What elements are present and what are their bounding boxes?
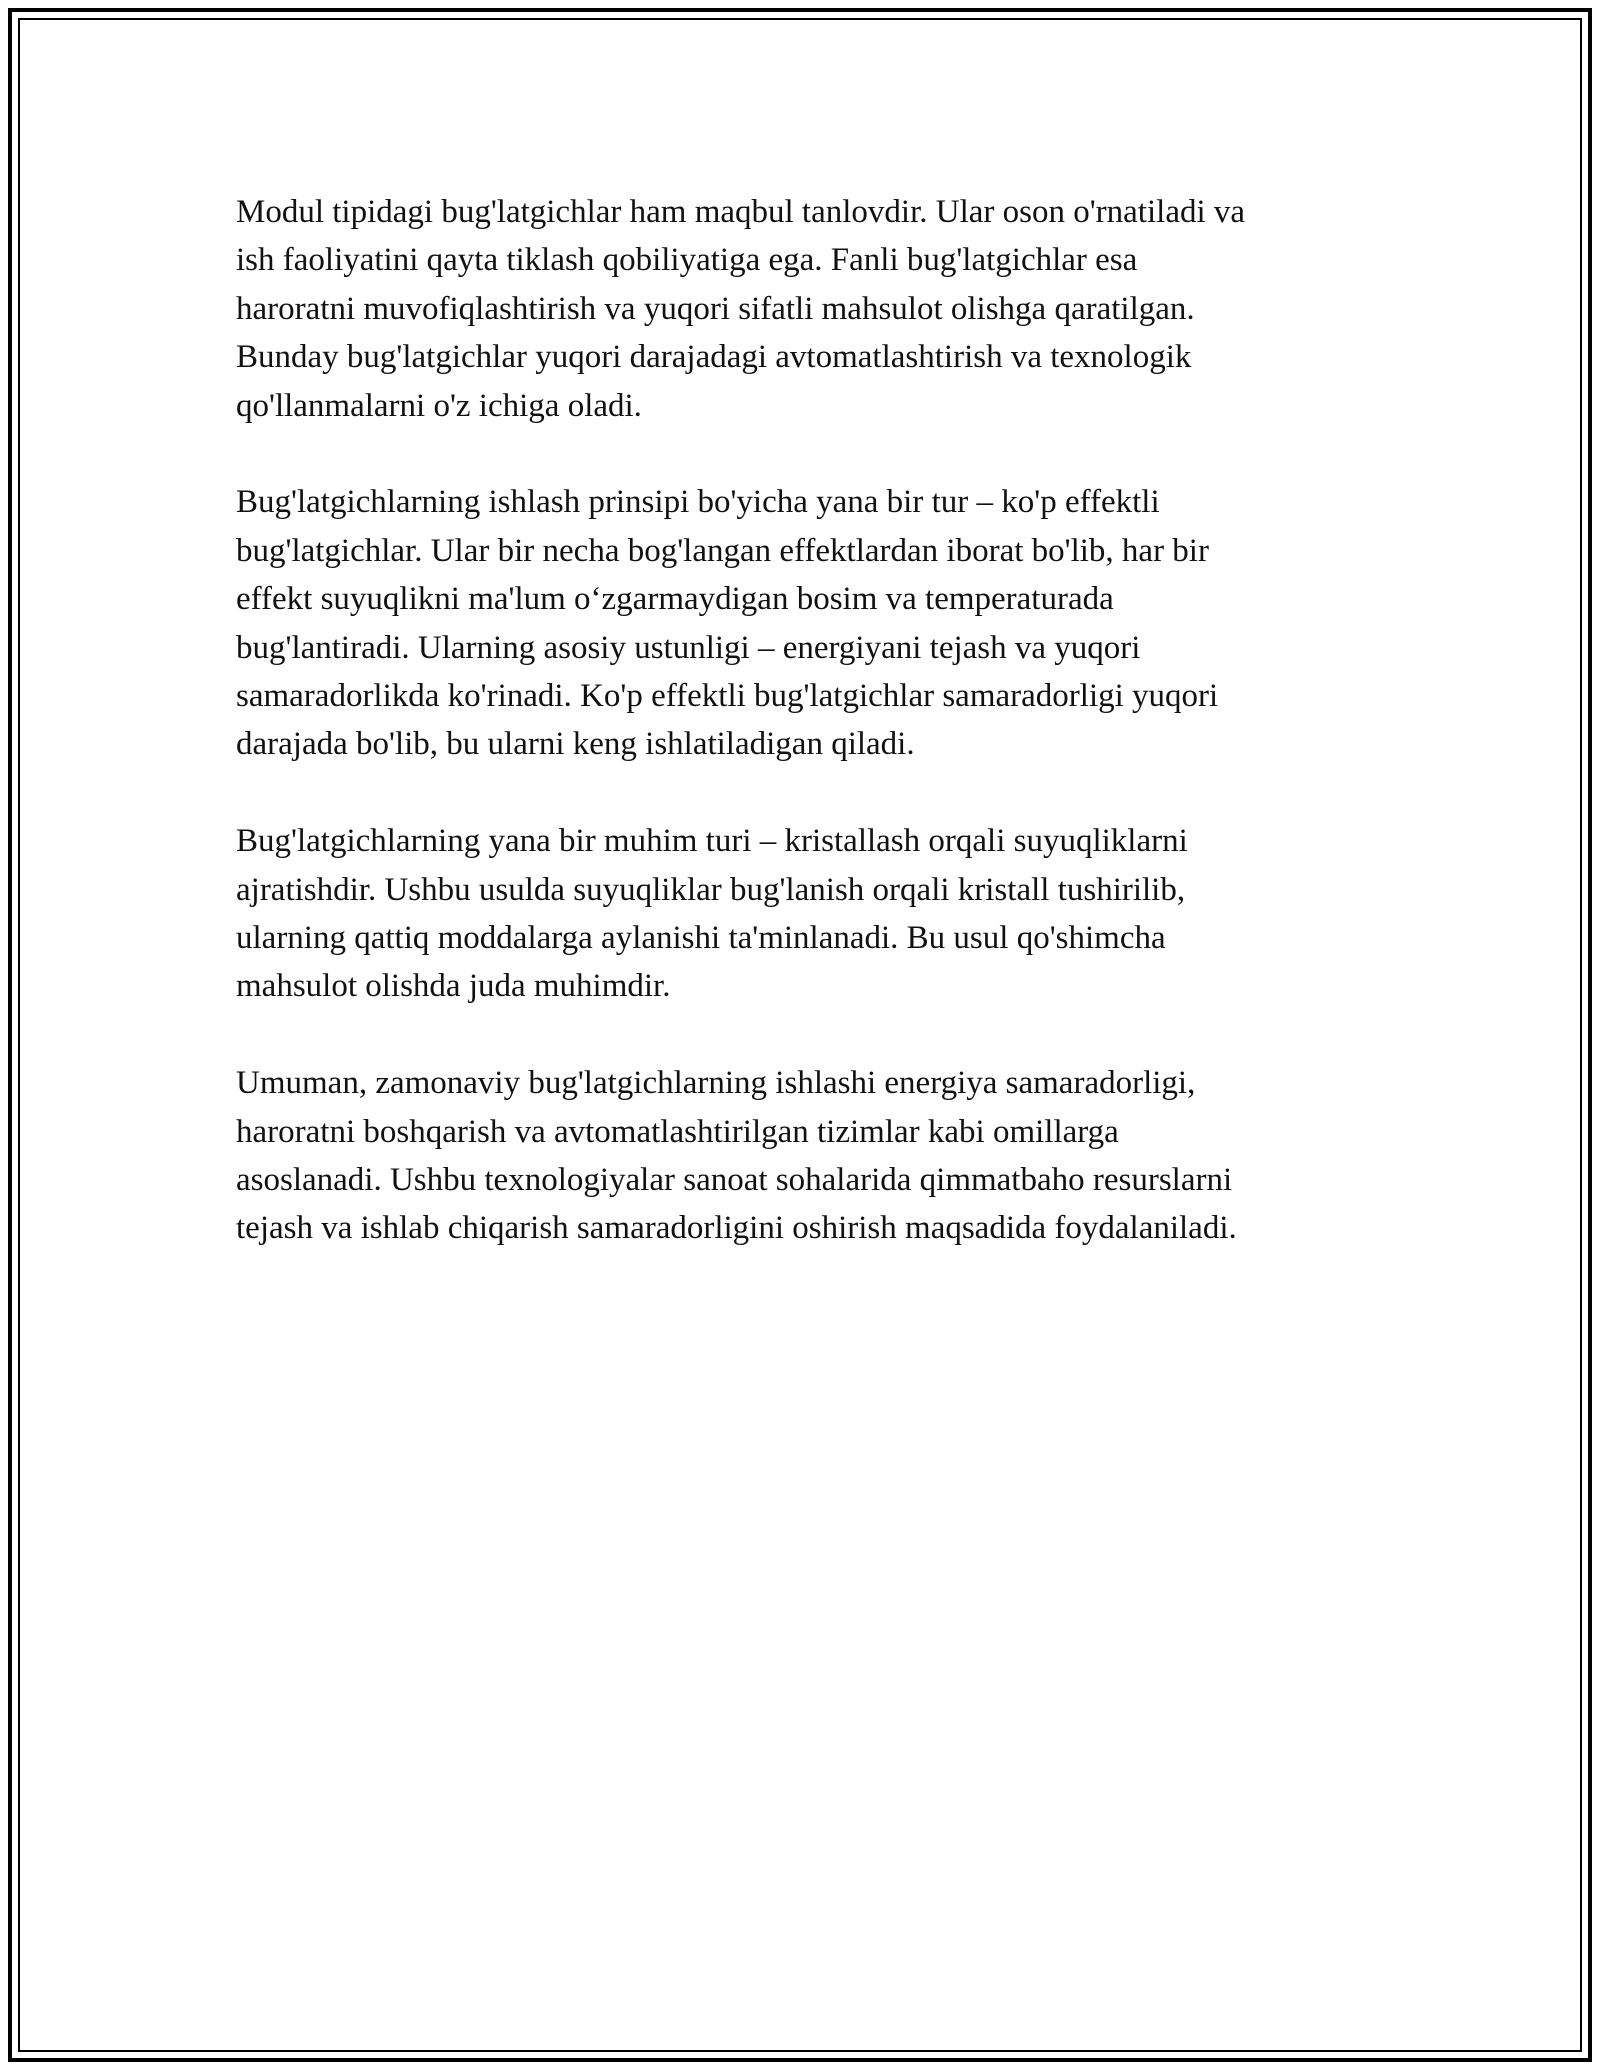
paragraph-kristallash xyxy=(236,817,1376,1011)
text-line: Umuman, zamonaviy bug'latgichlarning ishlashi energiya samaradorligi, xyxy=(236,1065,1196,1102)
text-line: Bug'latgichlarning ishlash prinsipi bo'yicha yana bir tur – ko'p effektli xyxy=(236,484,1160,521)
document-body xyxy=(236,188,1376,1301)
text-line: effekt suyuqlikni ma'lum o‘zgarmaydigan bosim va temperaturada xyxy=(236,581,1114,618)
paragraph-umuman xyxy=(236,1059,1376,1253)
text-line: Modul tipidagi bug'latgichlar ham maqbul tanlovdir. Ular oson o'rnatiladi va xyxy=(236,194,1246,230)
text-line: ish faoliyatini qayta tiklash qobiliyatiga ega. Fanli bug'latgichlar esa xyxy=(236,242,1138,279)
text-line: qo'llanmalarni o'z ichiga oladi. xyxy=(236,387,642,424)
paragraph-modul-tipidagi xyxy=(236,188,1376,430)
text-line: mahsulot olishda juda muhimdir. xyxy=(236,968,671,1005)
text-line: samaradorlikda ko'rinadi. Ko'p effektli bug'latgichlar samaradorligi yuqori xyxy=(236,678,1219,715)
text-line: tejash va ishlab chiqarish samaradorligini oshirish maqsadida foydalaniladi. xyxy=(236,1210,1237,1247)
paragraph-kop-effektli xyxy=(236,478,1376,768)
text-line: haroratni boshqarish va avtomatlashtirilgan tizimlar kabi omillarga xyxy=(236,1113,1119,1150)
text-line: haroratni muvofiqlashtirish va yuqori sifatli mahsulot olishga qaratilgan. xyxy=(236,290,1195,327)
text-line: ularning qattiq moddalarga aylanishi ta'minlanadi. Bu usul qo'shimcha xyxy=(236,920,1166,957)
text-line: Bunday bug'latgichlar yuqori darajadagi avtomatlashtirish va texnologik xyxy=(236,339,1192,376)
text-line: ajratishdir. Ushbu usulda suyuqliklar bug'lanish orqali kristall tushirilib, xyxy=(236,871,1186,908)
text-line: bug'latgichlar. Ular bir necha bog'langan effektlardan iborat bo'lib, har bir xyxy=(236,532,1209,569)
text-line: bug'lantiradi. Ularning asosiy ustunligi – energiyani tejash va yuqori xyxy=(236,629,1141,666)
text-line: asoslanadi. Ushbu texnologiyalar sanoat sohalarida qimmatbaho resurslarni xyxy=(236,1162,1233,1199)
text-line: Bug'latgichlarning yana bir muhim turi – kristallash orqali suyuqliklarni xyxy=(236,823,1188,860)
text-line: darajada bo'lib, bu ularni keng ishlatiladigan qiladi. xyxy=(236,726,915,763)
